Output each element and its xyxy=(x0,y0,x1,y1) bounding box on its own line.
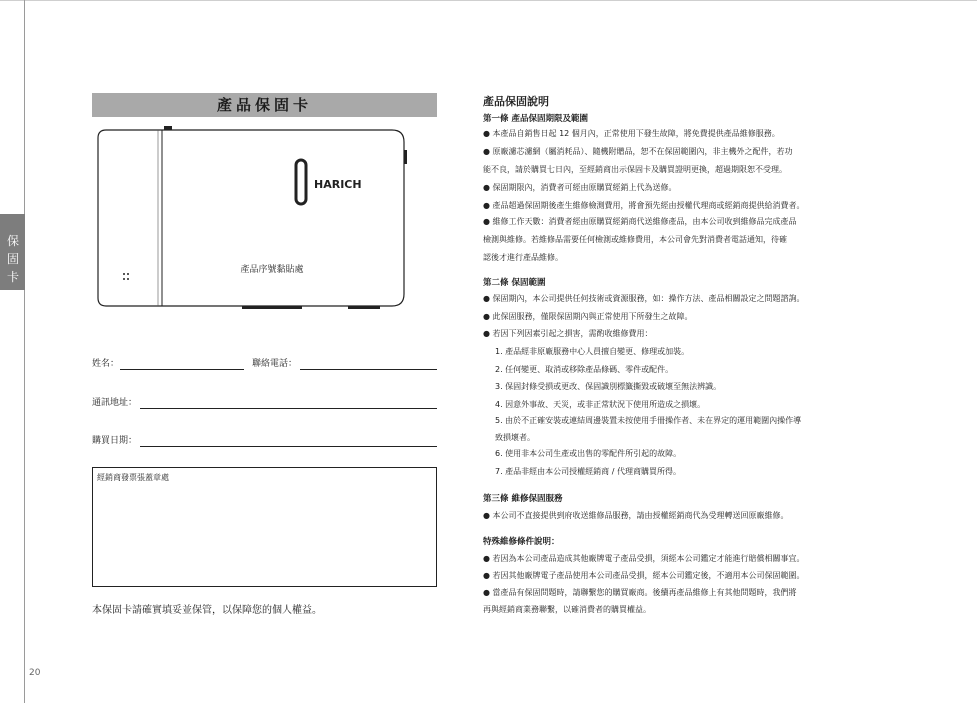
led-indicator xyxy=(123,273,125,275)
serial-sticker-label: 產品序號黏貼處 xyxy=(240,265,304,275)
phone-label: 聯絡電話： xyxy=(252,359,298,369)
page-number: 20 xyxy=(29,668,41,678)
section2-item: 1. 產品經非原廠服務中心人員擅自變更、修理或加裝。 xyxy=(495,347,690,356)
name-label: 姓名： xyxy=(92,359,120,369)
section2-line: ● 保固期內，本公司提供任何技術或資源服務，如：操作方法、產品相關設定之問題諮詢。 xyxy=(483,294,805,303)
section1-line: 能不良，請於購買七日內，至經銷商出示保固卡及購買證明更換，超過期限恕不受理。 xyxy=(483,165,787,174)
card-notice: 本保固卡請確實填妥並保管，以保障您的個人權益。 xyxy=(92,605,322,616)
section1-line: 認後才進行產品維修。 xyxy=(483,253,563,262)
dealer-stamp-box[interactable] xyxy=(92,467,437,587)
section1-heading: 第一條 產品保固期限及範圍 xyxy=(483,114,588,124)
special-heading: 特殊維修條件說明： xyxy=(483,537,560,547)
section2-item: 5. 由於不正確安裝或連結周邊裝置未按使用手冊操作者、未在界定的運用範圍內操作導 xyxy=(495,416,802,425)
device-right-port xyxy=(404,150,407,164)
section1-line: 檢測與維修。若維修品需要任何檢測或維修費用，本公司會先對消費者電話通知，待確 xyxy=(483,235,787,244)
special-line: ● 當產品有保固問題時，請聯繫您的購買廠商。後續再產品維修上有其他問題時，我們將 xyxy=(483,588,797,597)
section1-line: ● 維修工作天數：消費者經由原購買經銷商代送維修產品，由本公司收到維修品完成產品 xyxy=(483,217,797,226)
special-line: ● 若因為本公司產品造成其他廠牌電子產品受損，須經本公司鑑定才能進行賠償相關事宜。 xyxy=(483,554,805,563)
purchase-date-label: 購買日期： xyxy=(92,436,138,446)
terms-title: 產品保固說明 xyxy=(483,95,549,108)
special-line: ● 若因其他廠牌電子產品使用本公司產品受損，經本公司鑑定後，不適用本公司保固範圍。 xyxy=(483,571,805,580)
address-field[interactable] xyxy=(140,408,437,409)
device-top-button xyxy=(164,126,172,130)
left-border xyxy=(24,0,25,703)
stamp-label: 經銷商發票張蓋章處 xyxy=(97,473,169,482)
section1-line: ● 本產品自銷售日起 12 個月內，正常使用下發生故障，將免費提供產品維修服務。 xyxy=(483,129,780,138)
phone-field[interactable] xyxy=(300,369,437,370)
section1-line: ● 保固期限內，消費者可經由原購買經銷上代為送修。 xyxy=(483,183,677,192)
device-bottom-foot-2 xyxy=(348,306,380,309)
address-label: 通訊地址： xyxy=(92,398,138,408)
brand-logo: HARICH xyxy=(314,178,362,191)
section2-item: 2. 任何變更、取消或移除產品條碼、零件或配件。 xyxy=(495,365,674,374)
section1-line: ● 原廠濾芯濾網（屬消耗品）、隨機附贈品，恕不在保固範圍內，非主機外之配件，若功 xyxy=(483,147,793,156)
device-illustration xyxy=(92,126,412,316)
power-button-icon xyxy=(296,160,306,204)
section3-heading: 第三條 維修保固服務 xyxy=(483,494,563,504)
section3-line: ● 本公司不直接提供到府收送維修品服務，請由授權經銷商代為受理轉送回原廠維修。 xyxy=(483,511,789,520)
special-line: 再與經銷商業務聯繫，以確消費者的購買權益。 xyxy=(483,605,651,614)
card-title: 產品保固卡 xyxy=(92,93,437,117)
top-border xyxy=(0,0,977,1)
section2-line: ● 若因下列因素引起之損害，需酌收維修費用： xyxy=(483,329,653,338)
section2-item: 3. 保固封條受損或更改、保固識別標籤撕毀或破壞至無法辨識。 xyxy=(495,382,722,391)
section2-item: 4. 因意外事故、天災，或非正常狀況下使用所造成之損壞。 xyxy=(495,400,706,409)
device-bottom-foot xyxy=(242,306,302,309)
purchase-date-field[interactable] xyxy=(140,446,437,447)
section2-line: ● 此保固服務，僅限保固期內與正常使用下所發生之故障。 xyxy=(483,312,693,321)
section2-item: 6. 使用非本公司生產或出售的零配件所引起的故障。 xyxy=(495,449,682,458)
section2-item: 致損壞者。 xyxy=(495,433,535,442)
section2-item: 7. 產品非經由本公司授權經銷商 / 代理商購買所得。 xyxy=(495,467,681,476)
name-field[interactable] xyxy=(120,369,244,370)
section1-line: ● 產品超過保固期後產生維修檢測費用，將會預先經由授權代理商或經銷商提供給消費者。 xyxy=(483,201,805,210)
side-tab-label: 保 固 卡 xyxy=(6,234,19,284)
section2-heading: 第二條 保固範圍 xyxy=(483,278,546,288)
device-body xyxy=(98,130,404,306)
